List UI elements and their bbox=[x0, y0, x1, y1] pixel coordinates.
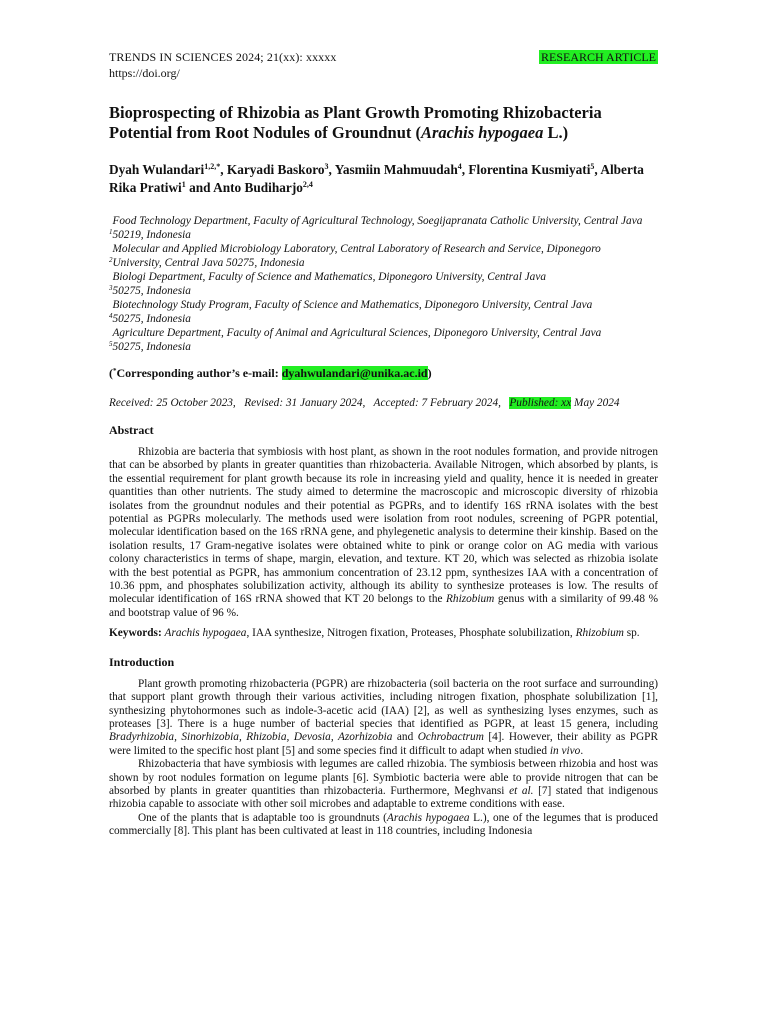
affiliation-text: Biotechnology Study Program, Faculty of Science and Mathematics, Diponegoro University, Central Java 50275, Indonesia bbox=[112, 299, 593, 325]
affiliation-number: 4 bbox=[109, 312, 113, 320]
corresponding-label: Corresponding author’s e-mail: bbox=[116, 366, 282, 380]
journal-citation: TRENDS IN SCIENCES 2024; 21(xx): xxxxx bbox=[109, 50, 337, 64]
author-separator: , bbox=[461, 162, 469, 177]
intro-paragraph bbox=[109, 812, 658, 839]
intro-text: Plant growth promoting rhizobacteria (PGPR) are rhizobacteria (soil bacteria on the root surface and surrounding) that support plant growth through their various activities, including nitrogen fixation, phosphate solubilization [1], synthesizing phytohormones such as indole-3-acetic acid (IAA) [2], as well as synthesizing lyses enzymes, such as proteases [3]. There is a huge number of bacterial species that identified as PGPR, at least 15 genera, including bbox=[109, 677, 658, 730]
corresponding-star: * bbox=[113, 367, 117, 375]
published-date: May 2024 bbox=[571, 397, 620, 409]
paper-title bbox=[109, 103, 658, 143]
author-affil-marker: 4 bbox=[457, 162, 462, 171]
corresponding-author bbox=[109, 366, 658, 380]
author-affil-marker: 1,2,* bbox=[204, 162, 221, 171]
paper-page bbox=[109, 50, 658, 839]
author-name: Alberta Rika Pratiwi bbox=[109, 162, 644, 195]
keywords bbox=[109, 627, 658, 640]
affiliation-text: Biologi Department, Faculty of Science and Mathematics, Diponegoro University, Central Java 50275, Indonesia bbox=[112, 271, 546, 297]
doi-link[interactable]: https://doi.org/ bbox=[109, 66, 180, 80]
intro-paragraph bbox=[109, 758, 658, 812]
author-separator: , bbox=[594, 162, 601, 177]
author-affil-marker: 1 bbox=[181, 180, 186, 189]
abstract-body: Rhizobia are bacteria that symbiosis with host plant, as shown in the root nodules formation, and provide nitrogen that can be absorbed by plants in greater quantities than rhizobacteria. Available Nitrogen, which absorbed by plants, is the essential requirement for plant growth because its role in increasing yield and quality, hence it is needed in greater quantities than other nutrients. The study aimed to determine the macroscopic and microscopic diversity of rhizobia isolates from the groundnut nodules and their potential as PGPRs, and to identify 16S rRNA isolates with the best potential as PGPRs molecularly. The methods used were isolation from root nodules, screening of PGPR potential, molecular identification based on the 16S rRNA gene, and phylegenetic analysis to determine their kinship. Based on the isolation results, 17 Gram-negative isolates were obtained white to pink or orange color on AG media with various colony characteristics in terms of shape, margin, elevation, and texture. KT 20, which was selected as rhizobia isolate with the best potential as PGPR, has ammonium concentration of 23.12 ppm, synthesizes IAA with a concentration of 10.36 ppm, and phosphates solubilization activity, although its ability to synthesize proteases is low. The results of molecular identification of 16S rRNA showed that KT 20 belongs to the bbox=[109, 446, 658, 606]
author-name: Yasmiin Mahmuudah bbox=[334, 162, 458, 177]
intro-text: [4]. However, their ability as PGPR were limited to the specific host plant [5] and some species find it difficult to adapt when studied bbox=[109, 731, 658, 757]
latin-term: et al. bbox=[509, 784, 534, 797]
latin-term: in vivo bbox=[549, 744, 581, 757]
author-affil-marker: 2,4 bbox=[302, 180, 313, 189]
affiliation-number: 1 bbox=[109, 228, 113, 236]
keywords-middle: , IAA synthesize, Nitrogen fixation, Proteases, Phosphate solubilization, bbox=[246, 627, 576, 640]
abstract-genus: Rhizobium bbox=[446, 593, 495, 606]
article-dates bbox=[109, 396, 658, 410]
abstract-end: genus with a similarity of 99.48 % and bootstrap value of 96 %. bbox=[109, 593, 659, 619]
running-header bbox=[109, 50, 658, 64]
author-name: Florentina Kusmiyati bbox=[468, 162, 591, 177]
author-name: Anto Budiharjo bbox=[213, 180, 303, 195]
affiliation-text: Food Technology Department, Faculty of Agricultural Technology, Soegijapranata Catholic University, Central Java 50219, Indonesia bbox=[112, 215, 643, 241]
keyword-genus: Rhizobium bbox=[575, 627, 624, 640]
intro-paragraph bbox=[109, 678, 658, 758]
author-affil-marker: 3 bbox=[324, 162, 329, 171]
intro-text: . bbox=[580, 744, 584, 757]
title-end: L.) bbox=[543, 123, 569, 142]
affiliation-text: Molecular and Applied Microbiology Laboratory, Central Laboratory of Research and Service, Diponegoro University, Central Java 50275, Indonesia bbox=[112, 243, 601, 269]
title-main: Bioprospecting of Rhizobia as Plant Growth Promoting Rhizobacteria Potential from Root Nodules of Groundnut ( bbox=[109, 103, 602, 142]
author-list bbox=[109, 161, 658, 197]
received-revised-accepted: Received: 25 October 2023, Revised: 31 January 2024, Accepted: 7 February 2024, bbox=[109, 397, 510, 409]
published-highlight: Published: xx bbox=[509, 397, 572, 409]
intro-text: Rhizobacteria that have symbiosis with legumes are called rhizobia. The symbiosis between rhizobia and host was shown by root nodules formation on legume plants [6]. Symbiotic bacteria were able to provide nitrogen that can be absorbed by plants in greater quantities than rhizobacteria. Furthermore, Meghvansi bbox=[109, 758, 658, 797]
corresponding-email[interactable]: dyahwulandari@unika.ac.id bbox=[281, 366, 428, 380]
keywords-end: sp. bbox=[623, 627, 640, 640]
affiliation-number: 3 bbox=[109, 284, 113, 292]
keyword-species: Arachis hypogaea bbox=[164, 627, 247, 640]
paren-open: ( bbox=[109, 366, 113, 380]
intro-text: [7] stated that indigenous rhizobia capable to associate with other soil microbes and adaptable to extreme conditions with ease. bbox=[109, 784, 658, 811]
author-affil-marker: 5 bbox=[590, 162, 595, 171]
author-name: Dyah Wulandari bbox=[109, 162, 205, 177]
article-type-badge: RESEARCH ARTICLE bbox=[541, 50, 656, 64]
genus-list: Bradyrhizobia, Sinorhizobia, Rhizobia, Devosia, Azorhizobia bbox=[109, 731, 393, 744]
introduction-heading: Introduction bbox=[109, 654, 175, 669]
author-name: Karyadi Baskoro bbox=[226, 162, 325, 177]
affiliation bbox=[109, 298, 658, 326]
species-name: Arachis hypogaea bbox=[386, 811, 470, 824]
affiliation bbox=[109, 242, 658, 270]
affiliation-list bbox=[109, 214, 658, 354]
title-species: Arachis hypogaea bbox=[421, 123, 544, 142]
paren-close: ) bbox=[427, 366, 432, 380]
affiliation-text: Agriculture Department, Faculty of Animal and Agricultural Sciences, Diponegoro University, Central Java 50275, Indonesia bbox=[112, 327, 602, 353]
affiliation bbox=[109, 214, 658, 242]
genus-name: Ochrobactrum bbox=[417, 731, 484, 744]
intro-text: L.), one of the legumes that is produced commercially [8]. This plant has been cultivated at least in 118 countries, including Indonesia bbox=[109, 811, 658, 838]
affiliation-number: 5 bbox=[109, 340, 113, 348]
abstract-text bbox=[109, 446, 658, 620]
affiliation bbox=[109, 270, 658, 298]
intro-text: One of the plants that is adaptable too is groundnuts ( bbox=[138, 811, 387, 824]
keywords-label: Keywords: bbox=[109, 627, 162, 640]
author-separator: , bbox=[220, 162, 227, 177]
author-separator: and bbox=[185, 180, 214, 195]
abstract-heading: Abstract bbox=[109, 423, 154, 437]
author-separator: , bbox=[328, 162, 335, 177]
affiliation-number: 2 bbox=[109, 256, 113, 264]
affiliation bbox=[109, 326, 658, 354]
intro-text: and bbox=[392, 731, 418, 744]
